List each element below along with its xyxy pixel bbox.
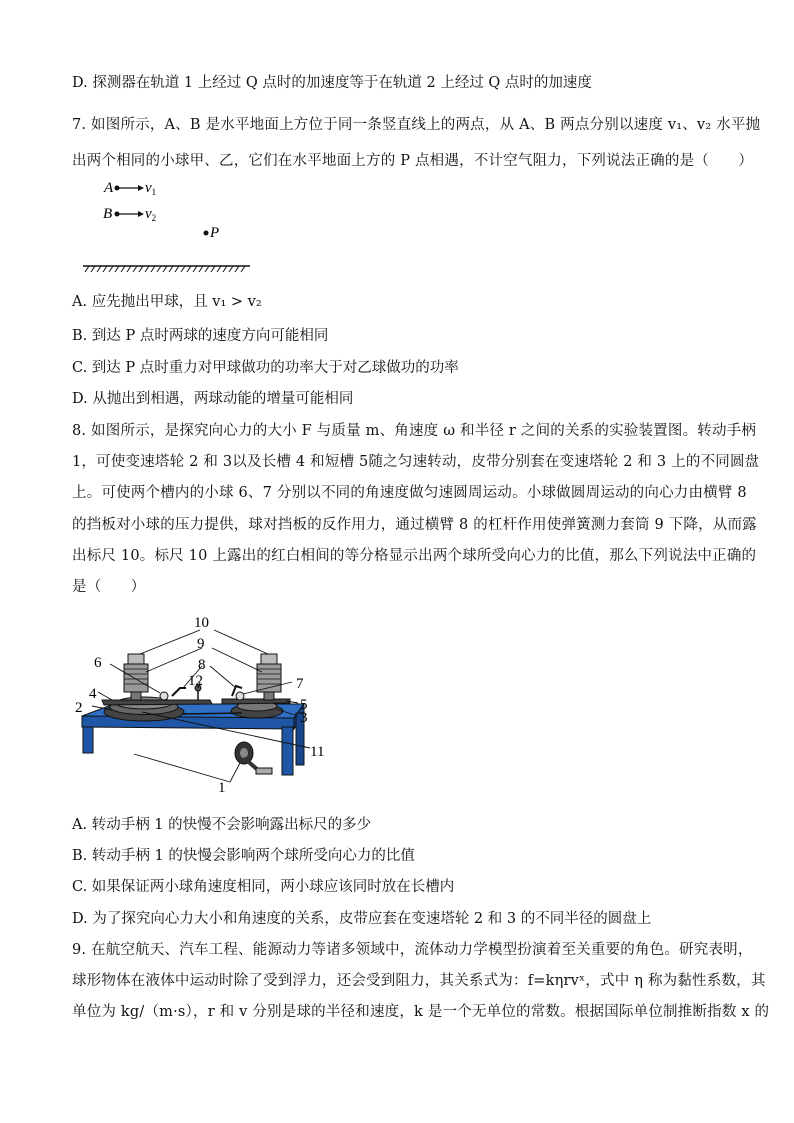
q8-apparatus-figure	[72, 608, 342, 798]
long-slot-4	[102, 700, 212, 705]
q6-option-d: D. 探测器在轨道 1 上经过 Q 点时的加速度等于在轨道 2 上经过 Q 点时的加速度	[72, 75, 592, 91]
point-a-label: A	[104, 180, 114, 196]
ball-6	[160, 692, 168, 700]
short-slot-5	[222, 699, 290, 704]
right-scale-10	[261, 654, 277, 664]
q8-stem-line-5: 出标尺 10。标尺 10 上露出的红白相间的等分格显示出两个球所受向心力的比值，那么下列说法中正确的	[72, 548, 757, 564]
arm-8-left	[172, 688, 186, 696]
q8-stem-line-3: 上。可使两个槽内的小球 6、7 分别以不同的角速度做匀速圆周运动。小球做圆周运动的向心力由横臂 8	[72, 485, 747, 501]
label-5: 5	[300, 697, 308, 713]
q8-option-c: C. 如果保证两小球角速度相同，两小球应该同时放在长槽内	[72, 879, 455, 895]
q7-option-b: B. 到达 P 点时两球的速度方向可能相同	[72, 328, 329, 344]
label-8: 8	[198, 657, 206, 673]
q7-option-c: C. 到达 P 点时重力对甲球做功的功率大于对乙球做功的功率	[72, 360, 459, 376]
ball-7	[236, 692, 244, 700]
q7-option-d: D. 从抛出到相遇，两球动能的增量可能相同	[72, 391, 354, 407]
left-scale-10	[128, 654, 144, 664]
label-2: 2	[75, 700, 83, 716]
left-post	[131, 692, 141, 700]
label-4: 4	[89, 686, 97, 702]
q8-stem-line-6: 是（ ）	[72, 579, 146, 595]
q8-stem-line-4: 的挡板对小球的压力提供，球对挡板的反作用力，通过横臂 8 的杠杆作用使弹簧测力套筒 9 下降，从而露	[72, 517, 757, 533]
label-12: 12	[188, 673, 203, 689]
label-7: 7	[296, 676, 304, 692]
point-p	[204, 231, 209, 236]
q7-stem-line-2: 出两个相同的小球甲、乙，它们在水平地面上方的 P 点相遇，不计空气阻力，下列说法正确的是（ ）	[72, 153, 754, 169]
q7-stem-line-1: 7. 如图所示，A、B 是水平地面上方位于同一条竖直线上的两点，从 A、B 两点分别以速度 v₁、v₂ 水平抛	[72, 117, 761, 133]
ground-line	[83, 266, 250, 272]
q8-option-d: D. 为了探究向心力大小和角速度的关系，皮带应套在变速塔轮 2 和 3 的不同半径的圆盘上	[72, 911, 652, 927]
table-leg-front-left	[83, 727, 93, 753]
q8-option-a: A. 转动手柄 1 的快慢不会影响露出标尺的多少	[72, 817, 372, 833]
q7-option-a: A. 应先抛出甲球，且 v₁ > v₂	[72, 294, 262, 310]
label-9: 9	[197, 636, 205, 652]
q9-stem-line-3: 单位为 kg/（m·s），r 和 v 分别是球的半径和速度，k 是一个无单位的常数。根据国际单位制推断指数 x 的	[72, 1004, 770, 1020]
velocity-v1-arrowhead	[138, 185, 144, 191]
label-6: 6	[94, 655, 102, 671]
point-b-label: B	[103, 206, 113, 222]
q9-stem-line-2: 球形物体在液体中运动时除了受到浮力，还会受到阻力，其关系式为：f=kηrvˣ，式中 η 称为黏性系数，其	[72, 973, 766, 989]
label-10: 10	[194, 615, 209, 631]
right-post	[264, 692, 274, 700]
q9-stem-line-1: 9. 在航空航天、汽车工程、能源动力等诸多领域中，流体动力学模型扮演着至关重要的角色。研究表明，	[72, 942, 753, 958]
q8-stem-line-1: 8. 如图所示，是探究向心力的大小 F 与质量 m、角速度 ω 和半径 r 之间的关系的实验装置图。转动手柄	[72, 423, 757, 439]
velocity-v2-arrowhead	[138, 211, 144, 217]
point-p-label: P	[210, 225, 220, 241]
table-leg-front-right	[282, 727, 293, 775]
q8-option-b: B. 转动手柄 1 的快慢会影响两个球所受向心力的比值	[72, 848, 415, 864]
label-11: 11	[310, 744, 325, 760]
q7-figure	[80, 176, 260, 276]
velocity-v2-label: $v_2$	[145, 206, 157, 223]
label-1: 1	[218, 780, 226, 796]
left-sleeve-9	[124, 664, 148, 692]
q8-stem-line-2: 1，可使变速塔轮 2 和 3以及长槽 4 和短槽 5随之匀速转动，皮带分别套在变速塔轮 2 和 3 上的不同圆盘	[72, 454, 760, 470]
label-3: 3	[300, 710, 308, 726]
velocity-v1-label: $v_1$	[145, 180, 157, 197]
crank-handle-1	[235, 742, 272, 774]
belt	[182, 713, 242, 714]
